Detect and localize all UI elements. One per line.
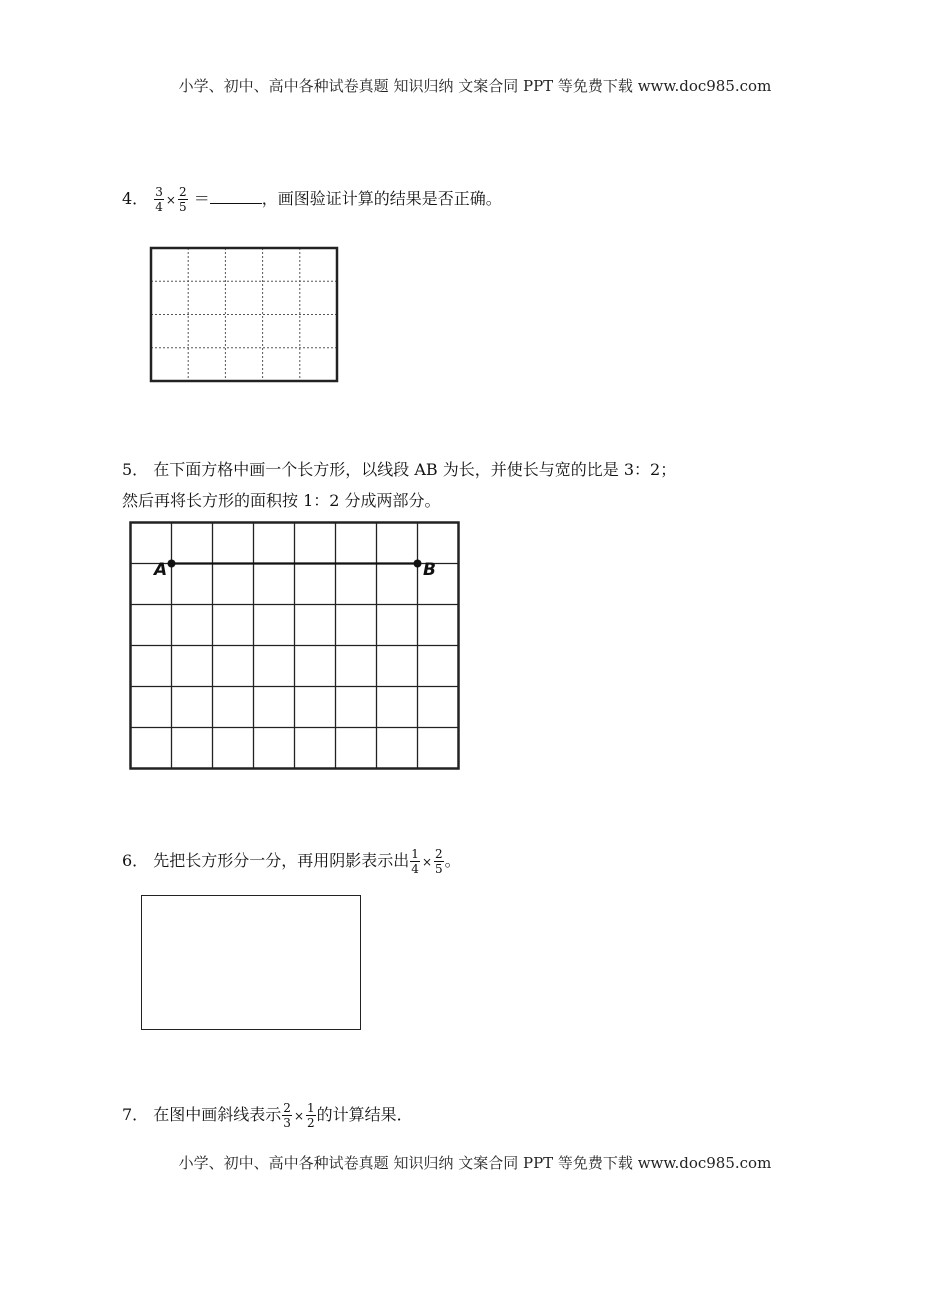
- fraction: [306, 1101, 316, 1130]
- numerator: 2: [283, 1101, 291, 1115]
- denominator: 5: [178, 200, 187, 214]
- question-end: 。: [444, 851, 461, 870]
- answer-blank[interactable]: [210, 189, 262, 204]
- times-sign: ×: [165, 192, 176, 207]
- numerator: 1: [307, 1101, 315, 1115]
- denominator: 5: [435, 862, 443, 876]
- question-text: 先把长方形分一分，再用阴影表示出: [153, 851, 410, 870]
- times-sign: ×: [421, 854, 432, 869]
- denominator: 4: [411, 862, 419, 876]
- times-sign: ×: [293, 1108, 304, 1123]
- fraction: [282, 1101, 292, 1130]
- fraction: [154, 185, 164, 214]
- question-4: [122, 185, 502, 214]
- fraction: [434, 847, 444, 876]
- question-number: 7．: [122, 1105, 149, 1124]
- point-b-label: B: [423, 560, 436, 580]
- point-a-label: A: [154, 560, 168, 580]
- denominator: 2: [307, 1116, 315, 1130]
- question-6: [122, 847, 461, 876]
- question-text: 在图中画斜线表示: [153, 1105, 282, 1124]
- point-b: [414, 560, 422, 568]
- denominator: 3: [283, 1116, 291, 1130]
- question-number: 4．: [122, 189, 149, 208]
- numerator: 3: [155, 185, 163, 199]
- question-7: [122, 1101, 413, 1130]
- fraction: [410, 847, 420, 876]
- question-text: ，画图验证计算的结果是否正确。: [261, 189, 502, 208]
- denominator: 4: [155, 200, 163, 214]
- question-number: 5．: [122, 460, 149, 479]
- page-footer: 小学、初中、高中各种试卷真题 知识归纳 文案合同 PPT 等免费下载 www.doc985.com: [178, 1154, 772, 1172]
- grid-4x5[interactable]: [150, 247, 338, 382]
- point-a: [168, 560, 176, 568]
- question-end: 的计算结果．: [316, 1105, 413, 1124]
- fraction: [178, 185, 188, 214]
- question-number: 6．: [122, 851, 149, 870]
- question-5: [122, 457, 676, 480]
- numerator: 2: [178, 185, 187, 199]
- page-header: 小学、初中、高中各种试卷真题 知识归纳 文案合同 PPT 等免费下载 www.doc985.com: [178, 77, 772, 95]
- rectangle-box[interactable]: [141, 895, 361, 1030]
- equals-sign: ＝: [193, 189, 210, 208]
- numerator: 2: [435, 847, 443, 861]
- grid-6x8[interactable]: [129, 521, 460, 770]
- question-text-line1: 在下面方格中画一个长方形，以线段 AB 为长，并使长与宽的比是 3：2；: [153, 460, 677, 479]
- numerator: 1: [411, 847, 419, 861]
- question-5-line2: 然后再将长方形的面积按 1：2 分成两部分。: [122, 491, 441, 510]
